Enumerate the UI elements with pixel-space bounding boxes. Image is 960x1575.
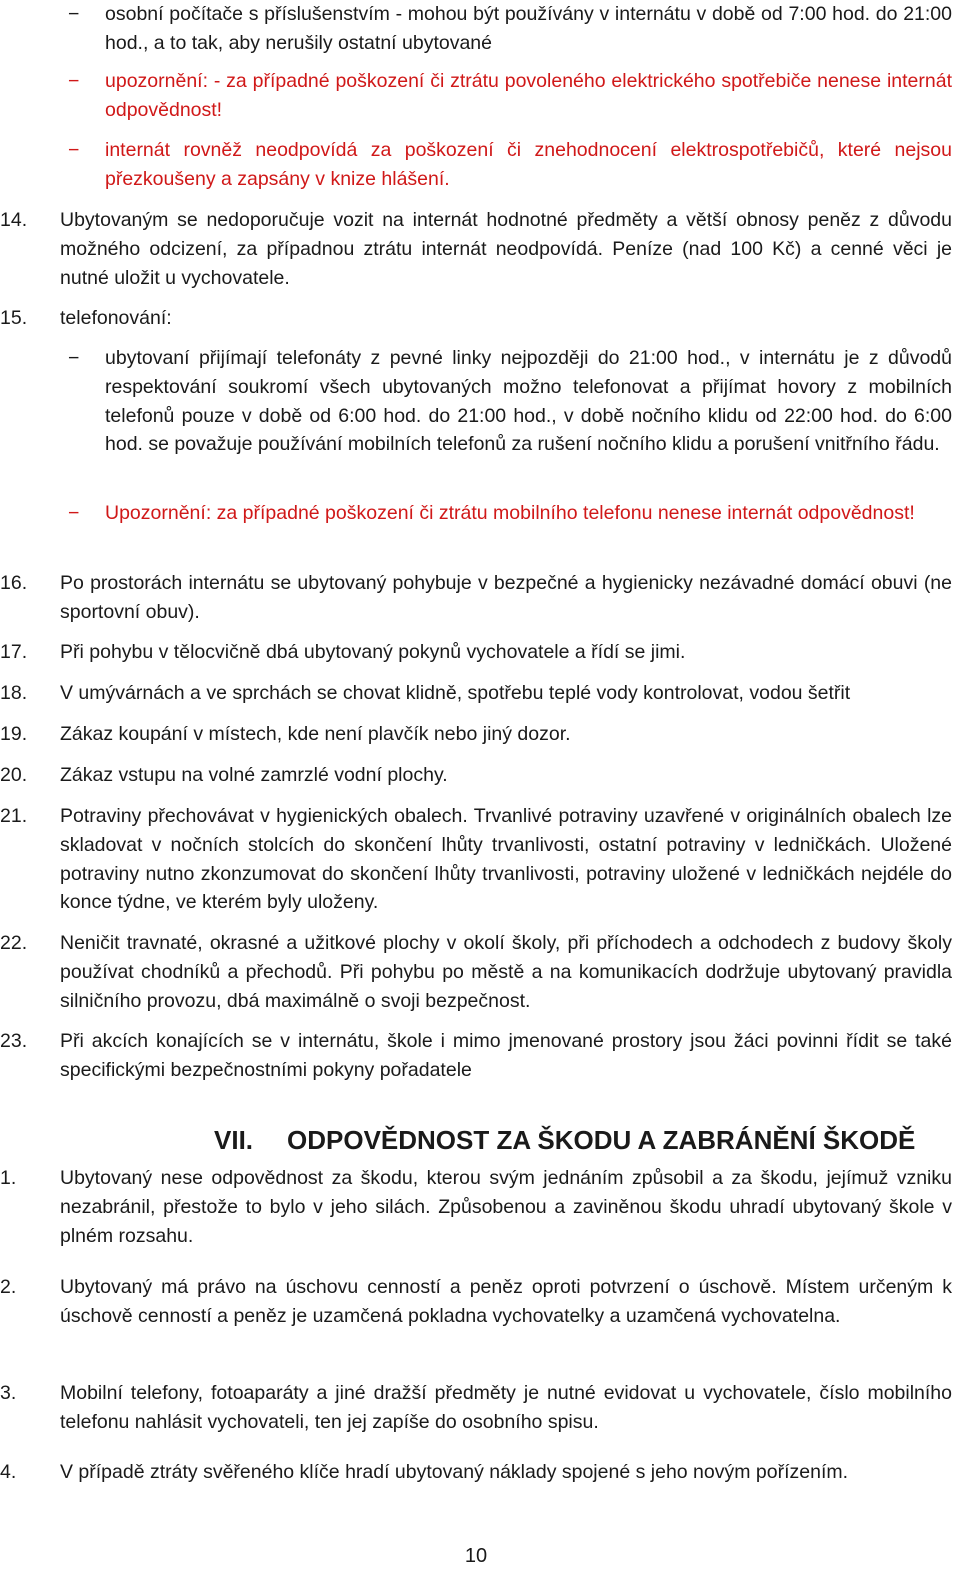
item-number: 21. [0, 805, 28, 827]
item-text: Ubytovaný nese odpovědnost za škodu, kterou svým jednáním způsobil a za škodu, jejímuž vzniku nezabránil, přestože to bylo v jeho silách. Způsobenou a zaviněnou škodu uhradí ubytovaný škole v plném rozsahu. [60, 1167, 952, 1247]
item-text: Neničit travnaté, okrasné a užitkové plochy v okolí školy, při příchodech a odchodech z budovy školy používat chodníků a přechodů. Při pohybu po městě a na komunikacích dodržuje ubytovaný pravidla silničního provozu, dbá maximálně o svoji bezpečnost. [60, 932, 952, 1012]
rule-item-23 [0, 1027, 952, 1085]
item-text: Zákaz koupání v místech, kde není plavčík nebo jiný dozor. [60, 723, 571, 745]
bullet-dash: − [68, 139, 80, 161]
rule-item-21 [0, 802, 952, 917]
bullet-text: osobní počítače s příslušenstvím - mohou být používány v internátu v době od 7:00 hod. do 21:00 hod., a to tak, aby nerušily ostatní ubytované [105, 3, 952, 54]
item-number: 3. [0, 1382, 17, 1404]
rule-item-19 [0, 720, 952, 749]
bullet-text: internát rovněž neodpovídá za poškození či znehodnocení elektrospotřebičů, které nejsou přezkoušeny a zapsány v knize hlášení. [105, 139, 952, 190]
section-title: ODPOVĚDNOST ZA ŠKODU A ZABRÁNĚNÍ ŠKODĚ [287, 1125, 916, 1155]
item-number: 4. [0, 1461, 17, 1483]
liability-item-2 [0, 1273, 952, 1331]
bullet-dash: − [68, 3, 80, 25]
item-number: 16. [0, 572, 28, 594]
bullet-dash: − [68, 70, 80, 92]
bullet-dash: − [68, 347, 80, 369]
item-number: 2. [0, 1276, 17, 1298]
item-text: Potraviny přechovávat v hygienických obalech. Trvanlivé potraviny uzavřené v originálních obalech lze skladovat v nočních stolcích do skončení lhůty trvanlivosti, ostatní potraviny v ledničkách. Uložené potraviny nutno zkonzumovat do skončení lhůty trvanlivosti, potraviny uložené v ledničkách nejdéle do konce týdne, ve kterém byly uloženy. [60, 805, 952, 914]
item-number: 19. [0, 723, 28, 745]
item-number: 14. [0, 209, 28, 231]
item-text: Ubytovaným se nedoporučuje vozit na internát hodnotné předměty a větší obnosy peněz z důvodu možného odcizení, za případnou ztrátu internát neodpovídá. Peníze (nad 100 Kč) a cenné věci je nutné uložit u vychovatele. [60, 209, 952, 289]
bullet-untested-appliances [0, 136, 952, 194]
item-number: 23. [0, 1030, 28, 1052]
rule-item-17 [0, 638, 952, 667]
item-text: Po prostorách internátu se ubytovaný pohybuje v bezpečné a hygienicky nezávadné domácí obuvi (ne sportovní obuv). [60, 572, 952, 623]
item-text: Při pohybu v tělocvičně dbá ubytovaný pokynů vychovatele a řídí se jimi. [60, 641, 686, 663]
bullet-text: upozornění: - za případné poškození či ztrátu povoleného elektrického spotřebiče nenese internát odpovědnost! [105, 70, 952, 121]
item-text: telefonování: [60, 307, 172, 329]
bullet-personal-computers [0, 0, 952, 58]
section-heading [214, 1122, 915, 1158]
bullet-telephone-hours [0, 344, 952, 459]
rule-item-20 [0, 761, 952, 790]
item-number: 18. [0, 682, 28, 704]
page-number: 10 [464, 1545, 488, 1567]
liability-item-1 [0, 1164, 952, 1250]
liability-item-3 [0, 1379, 952, 1437]
item-text: V umývárnách a ve sprchách se chovat klidně, spotřebu teplé vody kontrolovat, vodou šetřit [60, 682, 851, 704]
item-text: Ubytovaný má právo na úschovu cenností a peněz oproti potvrzení o úschově. Místem určeným k úschově cenností a peněz je uzamčená pokladna vychovatelky a uzamčená vychovatelna. [60, 1276, 952, 1327]
section-number: VII. [214, 1125, 254, 1155]
item-number: 15. [0, 307, 28, 329]
item-text: Zákaz vstupu na volné zamrzlé vodní plochy. [60, 764, 448, 786]
bullet-text: Upozornění: za případné poškození či ztrátu mobilního telefonu nenese internát odpovědnost! [105, 502, 915, 524]
item-number: 1. [0, 1167, 17, 1189]
bullet-text: ubytovaní přijímají telefonáty z pevné linky nejpozději do 21:00 hod., v internátu je z důvodů respektování soukromí všech ubytovaných možno telefonovat a přijímat hovory z mobilních telefonů pouze v době od 6:00 hod. do 21:00 hod., v době nočního klidu od 22:00 hod. do 6:00 hod. se považuje používání mobilních telefonů za rušení nočního klidu a porušení vnitřního řádu. [105, 347, 952, 456]
rule-item-14 [0, 206, 952, 292]
item-text: V případě ztráty svěřeného klíče hradí ubytovaný náklady spojené s jeho novým pořízením. [60, 1461, 849, 1483]
rule-item-16 [0, 569, 952, 627]
item-number: 22. [0, 932, 28, 954]
liability-item-4 [0, 1458, 952, 1487]
rule-item-15 [0, 304, 952, 333]
rule-item-18 [0, 679, 952, 708]
bullet-phone-warning [0, 499, 952, 528]
rule-item-22 [0, 929, 952, 1015]
item-text: Při akcích konajících se v internátu, škole i mimo jmenované prostory jsou žáci povinni řídit se také specifickými bezpečnostními pokyny pořadatele [60, 1030, 952, 1081]
bullet-appliance-warning [0, 67, 952, 125]
bullet-dash: − [68, 502, 80, 524]
item-number: 20. [0, 764, 28, 786]
item-text: Mobilní telefony, fotoaparáty a jiné dražší předměty je nutné evidovat u vychovatele, číslo mobilního telefonu nahlásit vychovateli, ten jej zapíše do osobního spisu. [60, 1382, 952, 1433]
item-number: 17. [0, 641, 28, 663]
